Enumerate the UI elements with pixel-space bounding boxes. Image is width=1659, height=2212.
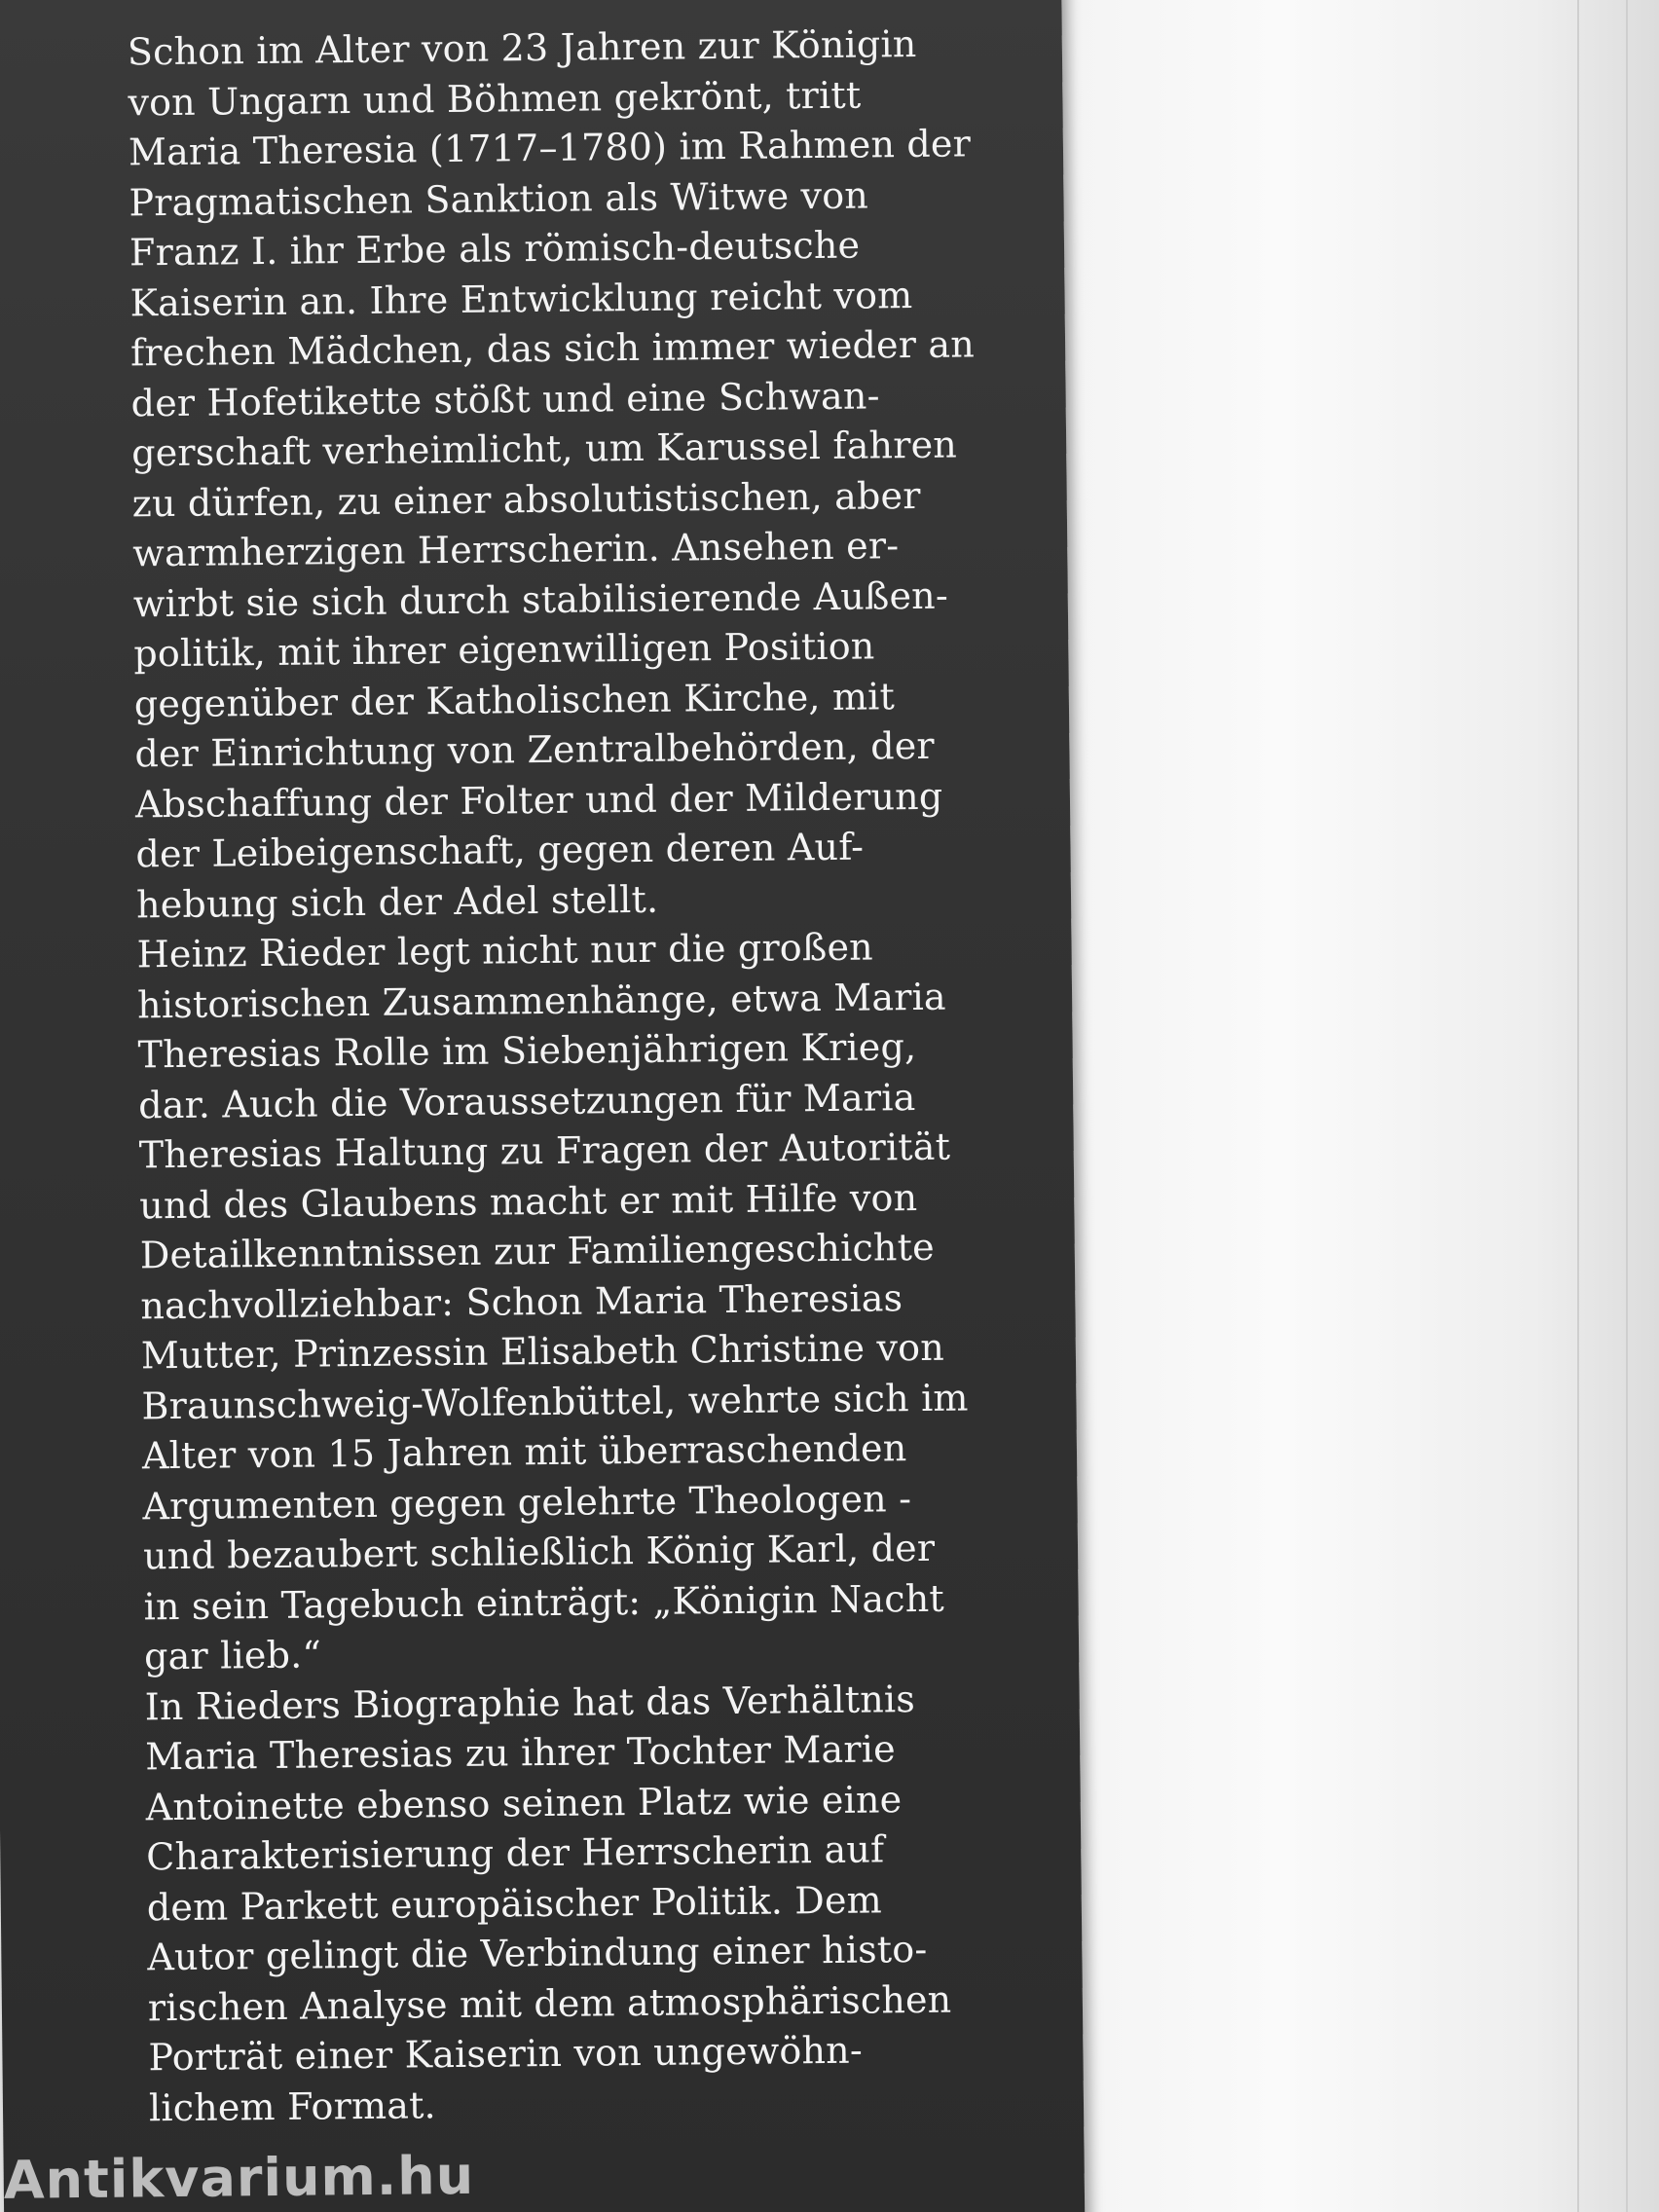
blurb-line: frechen Mädchen, das sich immer wieder an [129,322,976,375]
blurb-line: Braunschweig-Wolfenbüttel, wehrte sich im [141,1375,969,1427]
blurb-line: Porträt einer Kaiserin von ungewöhn- [148,2028,864,2080]
blurb-line: Antoinette ebenso seinen Platz wie eine [145,1777,903,1828]
blurb-line: Abschaffung der Folter und der Milderung [134,774,943,826]
blurb-line: Heinz Rieder legt nicht nur die großen [136,925,874,977]
blurb-line: zu dürfen, zu einer absolutistischen, aber [131,473,921,525]
blurb-line: Theresias Haltung zu Fragen der Autorität [138,1124,951,1177]
blurb-line: gar lieb.“ [143,1633,322,1678]
blurb-line: Kaiserin an. Ihre Entwicklung reicht vom [129,273,913,324]
blurb-line: Argumenten gegen gelehrte Theologen - [142,1476,912,1528]
blurb-line: nachvollziehbar: Schon Maria Theresias [140,1275,903,1327]
blurb-line: gegenüber der Katholischen Kirche, mit [133,674,896,725]
blurb-line: und bezaubert schließlich König Karl, der [142,1526,936,1578]
page-edge [1626,0,1628,2212]
blurb-line: politik, mit ihrer eigenwilligen Position [133,624,875,676]
blurb-line: gerschaft verheimlicht, um Karussel fahren [130,423,958,475]
blurb-line: und des Glaubens macht er mit Hilfe von [139,1175,918,1227]
blurb-line: Pragmatischen Sanktion als Witwe von [129,172,869,224]
blurb-line: Maria Theresias zu ihrer Tochter Marie [144,1727,896,1779]
blurb-line: Franz I. ihr Erbe als römisch-deutsche [129,223,861,275]
blurb-line: der Einrichtung von Zentralbehörden, der [134,723,936,776]
blurb-line: In Rieders Biographie hat das Verhältnis [144,1677,916,1728]
page-stack [1032,0,1659,2212]
blurb-line: Alter von 15 Jahren mit überraschenden [141,1426,907,1478]
blurb-line: Charakterisierung der Herrscherin auf [146,1827,885,1879]
blurb-line: dem Parkett europäischer Politik. Dem [146,1877,883,1929]
blurb-text [127,19,976,2133]
blurb-line: rischen Analyse mit dem atmosphärischen [147,1977,952,2029]
blurb-line: Mutter, Prinzessin Elisabeth Christine von [140,1325,945,1378]
blurb-line: historischen Zusammenhänge, etwa Maria [136,975,947,1026]
blurb-line: wirbt sie sich durch stabilisierende Außen- [132,573,949,625]
blurb-line: dar. Auch die Voraussetzungen für Maria [137,1075,916,1126]
blurb-line: warmherzigen Herrscherin. Ansehen er- [132,524,900,575]
blurb-line: Autor gelingt die Verbindung einer histo- [147,1927,928,1979]
blurb-line: der Leibeigenschaft, gegen deren Auf- [135,825,865,876]
blurb-line: Theresias Rolle im Siebenjährigen Krieg, [137,1024,917,1077]
blurb-line: Maria Theresia (1717–1780) im Rahmen der [128,122,972,174]
blurb-line: lichem Format. [148,2083,437,2129]
blurb-line: in sein Tagebuch einträgt: „Königin Nacht [143,1576,945,1628]
blurb-line: der Hofetikette stößt und eine Schwan- [130,373,880,424]
blurb-line: hebung sich der Adel stellt. [135,877,659,926]
blurb-line: von Ungarn und Böhmen gekrönt, tritt [128,73,862,124]
watermark-text: Antikvarium.hu [3,2144,475,2211]
blurb-line: Schon im Alter von 23 Jahren zur Königin [127,21,917,74]
page-edge [1577,0,1579,2212]
blurb-line: Detailkenntnissen zur Familiengeschichte [139,1225,935,1277]
